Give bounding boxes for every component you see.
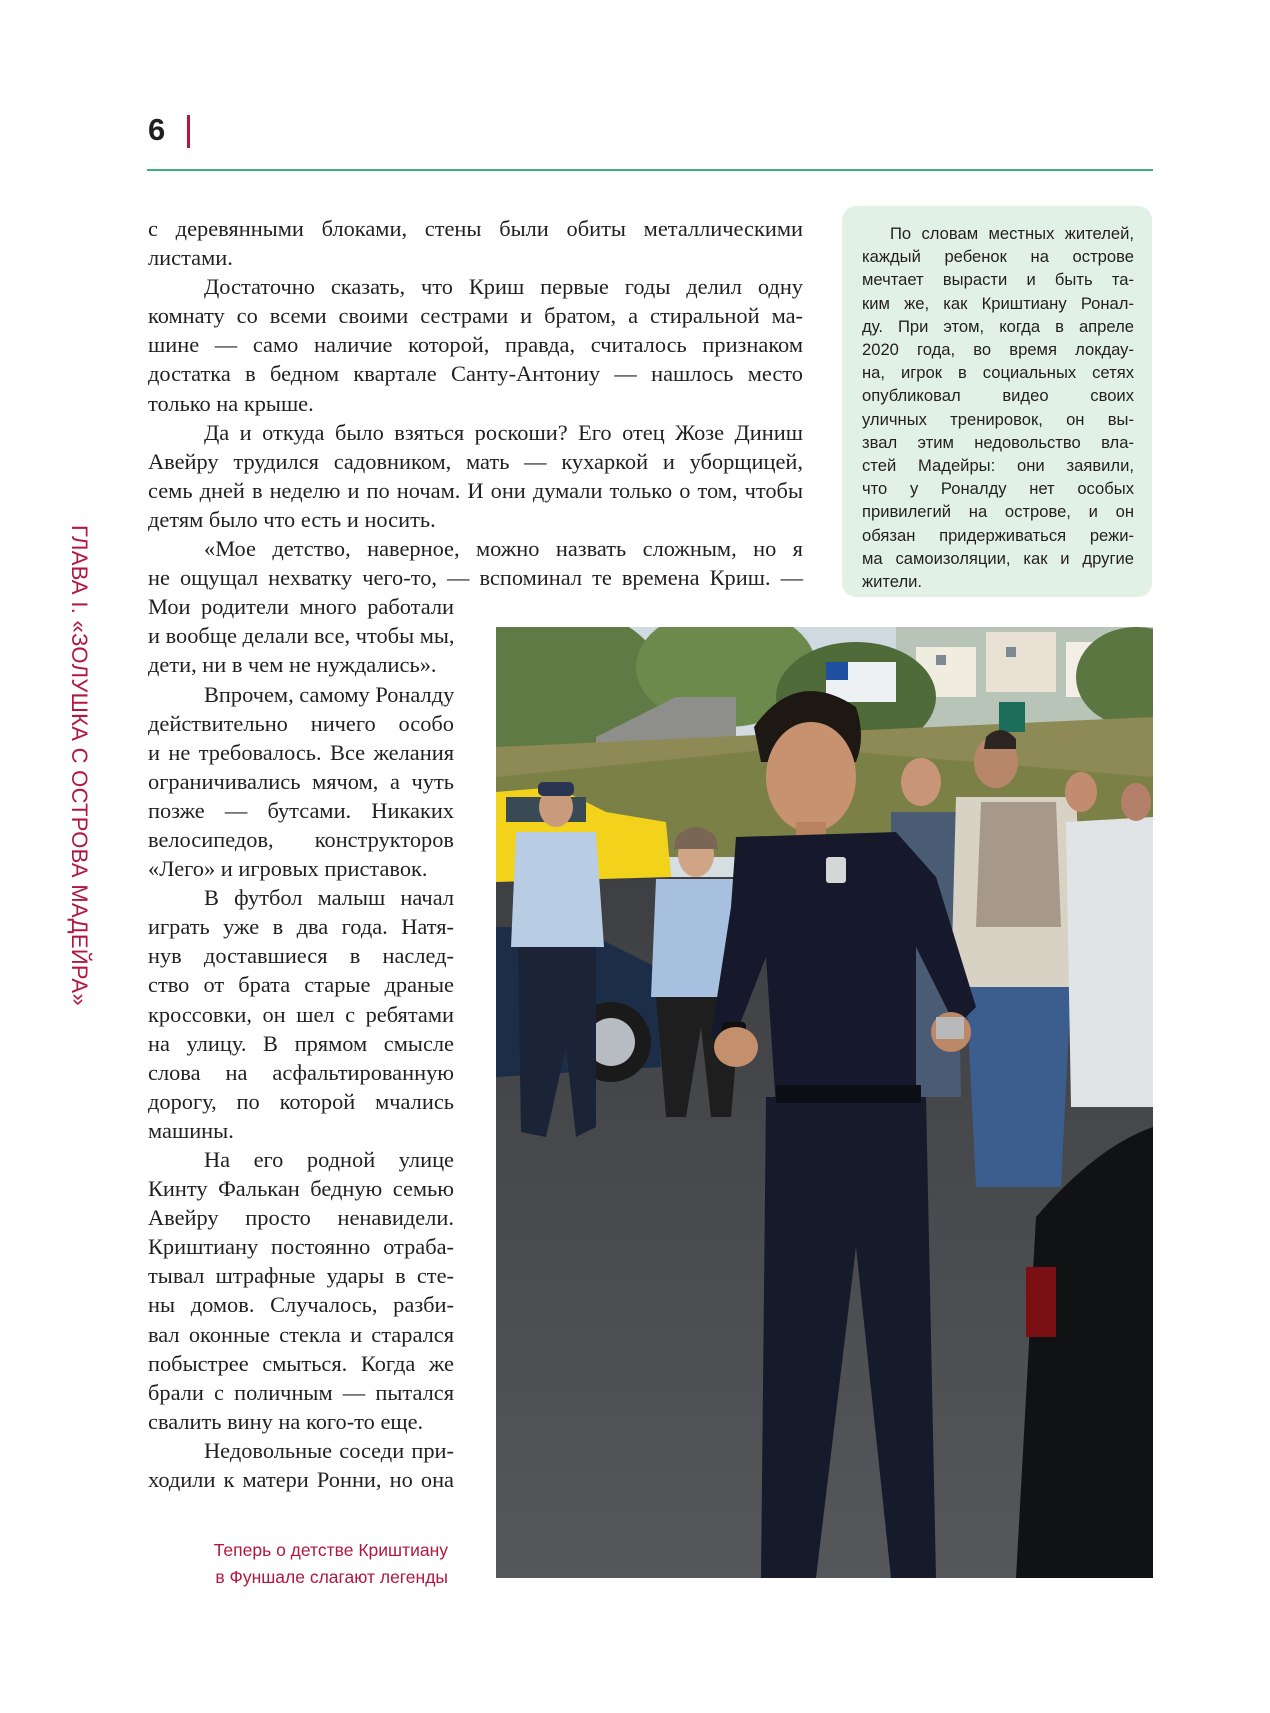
- sidebar-line: каждый ребенок на острове: [862, 247, 1134, 267]
- body-line: только на крыше.: [148, 390, 314, 416]
- header-rule: [147, 169, 1153, 171]
- body-line: Впрочем, самому Роналду: [204, 681, 455, 707]
- body-line: брали с поличным — пытался: [148, 1379, 454, 1405]
- body-line: ны домов. Случалось, разби-: [148, 1292, 454, 1318]
- body-line: тывал штрафные удары в сте-: [148, 1263, 454, 1289]
- body-line: играть уже в два года. Натя-: [148, 914, 454, 940]
- body-line: Авейру трудился садовником, мать — кухаркой и уборщицей,: [148, 448, 803, 474]
- body-line: «Мое детство, наверное, можно назвать сложным, но я: [204, 536, 803, 562]
- sidebar-line: мечтает вырасти и быть та-: [862, 270, 1134, 290]
- page-number: 6: [148, 112, 166, 147]
- body-line: листами.: [148, 245, 233, 271]
- body-line: В футбол малыш начал: [204, 885, 454, 911]
- body-line: Криштиану постоянно отраба-: [148, 1234, 454, 1260]
- body-line: кроссовки, он шел с ребятами: [148, 1001, 454, 1027]
- sidebar-line: стей Мадейры: они заявили,: [862, 456, 1134, 476]
- sidebar-note: [842, 206, 1152, 597]
- caption-line: в Фуншале слагают легенды: [215, 1567, 448, 1587]
- body-line: комнату со всеми своими сестрами и братом, а стиральной ма-: [148, 303, 803, 329]
- body-line: действительно ничего особо: [148, 710, 454, 736]
- body-line: Авейру просто ненавидели.: [148, 1205, 454, 1231]
- body-line: и вообще делали все, чтобы мы,: [148, 623, 455, 649]
- sidebar-line: звал этим недовольство вла-: [862, 432, 1134, 452]
- sidebar-line: уличных тренировок, он вы-: [862, 409, 1134, 429]
- body-line: шине — само наличие которой, правда, считалось признаком: [148, 332, 803, 358]
- body-line: Кинту Фалькан бедную семью: [148, 1176, 454, 1202]
- body-line: дети, ни в чем не нуждались».: [148, 652, 437, 678]
- body-line: детям было что есть и носить.: [148, 506, 436, 532]
- body-line: машины.: [148, 1117, 234, 1143]
- sidebar-line: опубликовал видео своих: [862, 386, 1134, 406]
- body-line: Да и откуда было взяться роскоши? Его отец Жозе Диниш: [204, 419, 803, 445]
- body-line: позже — бутсами. Никаких: [148, 797, 454, 823]
- body-line: с деревянными блоками, стены были обиты металлическими: [148, 216, 803, 241]
- photo: [496, 627, 1153, 1578]
- body-line: побыстрее смыться. Когда же: [148, 1350, 454, 1376]
- body-line: велосипедов, конструкторов: [148, 826, 454, 852]
- body-line: ство от брата старые драные: [148, 972, 454, 998]
- photo-illustration: [496, 627, 1153, 1578]
- body-line: Мои родители много работали: [148, 594, 454, 620]
- body-line: дорогу, по которой мчались: [148, 1088, 454, 1114]
- body-line: слова на асфальтированную: [148, 1059, 454, 1085]
- body-line: Недовольные соседи при-: [204, 1437, 454, 1463]
- body-line: достатка в бедном квартале Санту-Антониу — нашлось место: [148, 361, 803, 387]
- body-line: на улицу. В прямом смысле: [148, 1030, 454, 1056]
- sidebar-line: По словам местных жителей,: [890, 224, 1134, 243]
- body-line: «Лего» и игровых приставок.: [148, 856, 428, 882]
- body-line: нув доставшиеся в наслед-: [148, 943, 454, 969]
- sidebar-line: на, игрок в социальных сетях: [862, 363, 1134, 383]
- body-line: свалить вину на кого-то еще.: [148, 1408, 424, 1434]
- sidebar-line: привилегий на острове, и он: [862, 502, 1134, 522]
- sidebar-line: что у Роналду нет особых: [862, 479, 1134, 499]
- body-line: ограничивались мячом, а чуть: [148, 768, 454, 794]
- body-line: Достаточно сказать, что Криш первые годы делил одну: [204, 274, 803, 300]
- chapter-title: ГЛАВА I. «ЗОЛУШКА С ОСТРОВА МАДЕЙРА»: [67, 525, 92, 1006]
- body-line: На его родной улице: [204, 1147, 454, 1172]
- sidebar-line: ма самоизоляции, как и другие: [862, 548, 1134, 568]
- body-line: и не требовалось. Все желания: [148, 739, 454, 765]
- sidebar-line: жители.: [862, 572, 923, 592]
- sidebar-line: обязан придерживаться режи-: [862, 525, 1134, 545]
- sidebar-line: 2020 года, во время локдау-: [862, 340, 1134, 360]
- body-line: вал оконные стекла и старался: [148, 1321, 454, 1347]
- caption-line: Теперь о детстве Криштиану: [213, 1540, 448, 1560]
- page-number-divider: [187, 115, 190, 148]
- body-line: ходили к матери Ронни, но она: [148, 1467, 454, 1493]
- body-line: семь дней в неделю и по ночам. И они думали только о том, чтобы: [148, 477, 803, 503]
- sidebar-line: ким же, как Криштиану Ронал-: [862, 293, 1134, 313]
- sidebar-line: ду. При этом, когда в апреле: [862, 316, 1134, 336]
- body-line: не ощущал нехватку чего-то, — вспоминал те времена Криш. —: [148, 565, 803, 591]
- photo-caption: [148, 1537, 448, 1591]
